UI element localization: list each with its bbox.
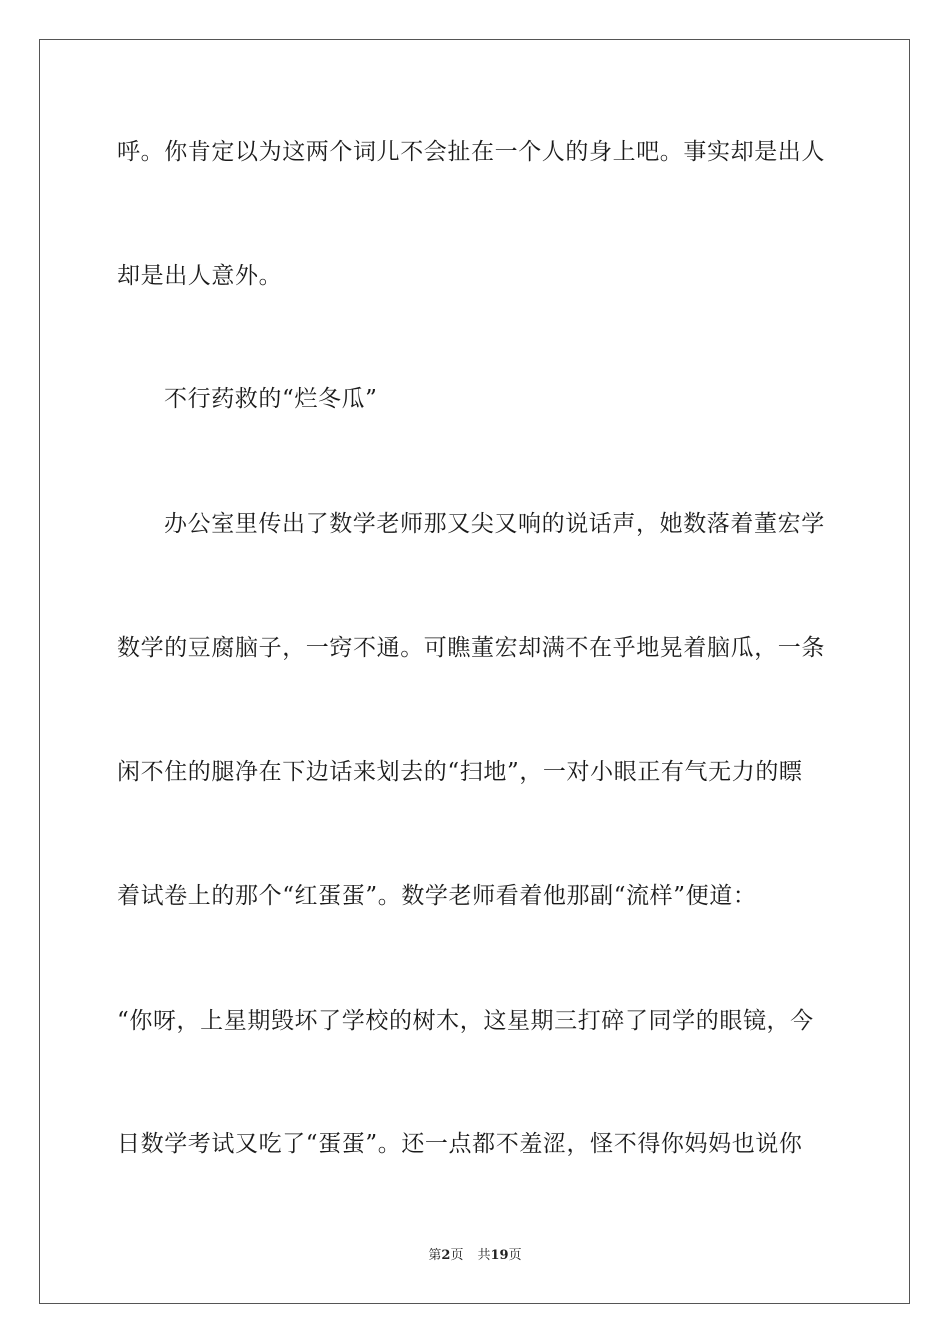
footer-total-pages: 19 xyxy=(490,1248,509,1263)
footer-page-number: 2 xyxy=(441,1248,451,1263)
footer-page-suffix: 页 xyxy=(450,1248,464,1263)
body-line-1: 呼。你肯定以为这两个词儿不会扯在一个人的身上吧。事实却是出人 xyxy=(117,139,825,165)
footer-total-prefix: 共 xyxy=(477,1248,491,1263)
body-line-2: 却是出人意外。 xyxy=(117,263,283,289)
body-line-6: 闲不住的腿净在下边话来划去的“扫地”，一对小眼正有气无力的瞟 xyxy=(117,759,803,785)
footer-total-suffix: 页 xyxy=(508,1248,522,1263)
body-line-7: 着试卷上的那个“红蛋蛋”。数学老师看着他那副“流样”便道： xyxy=(117,883,757,909)
footer-page-prefix: 第 xyxy=(428,1248,442,1263)
page-border xyxy=(39,39,910,1304)
body-line-5: 数学的豆腐脑子，一窍不通。可瞧董宏却满不在乎地晃着脑瓜，一条 xyxy=(117,635,825,661)
page-footer xyxy=(0,1247,950,1265)
body-line-8: “你呀，上星期毁坏了学校的树木，这星期三打碎了同学的眼镜，今 xyxy=(117,1008,814,1034)
body-line-9: 日数学考试又吃了“蛋蛋”。还一点都不羞涩，怪不得你妈妈也说你 xyxy=(117,1131,803,1157)
section-heading: 不行药救的“烂冬瓜” xyxy=(164,386,378,412)
body-line-4: 办公室里传出了数学老师那又尖又响的说话声，她数落着董宏学 xyxy=(164,511,825,537)
